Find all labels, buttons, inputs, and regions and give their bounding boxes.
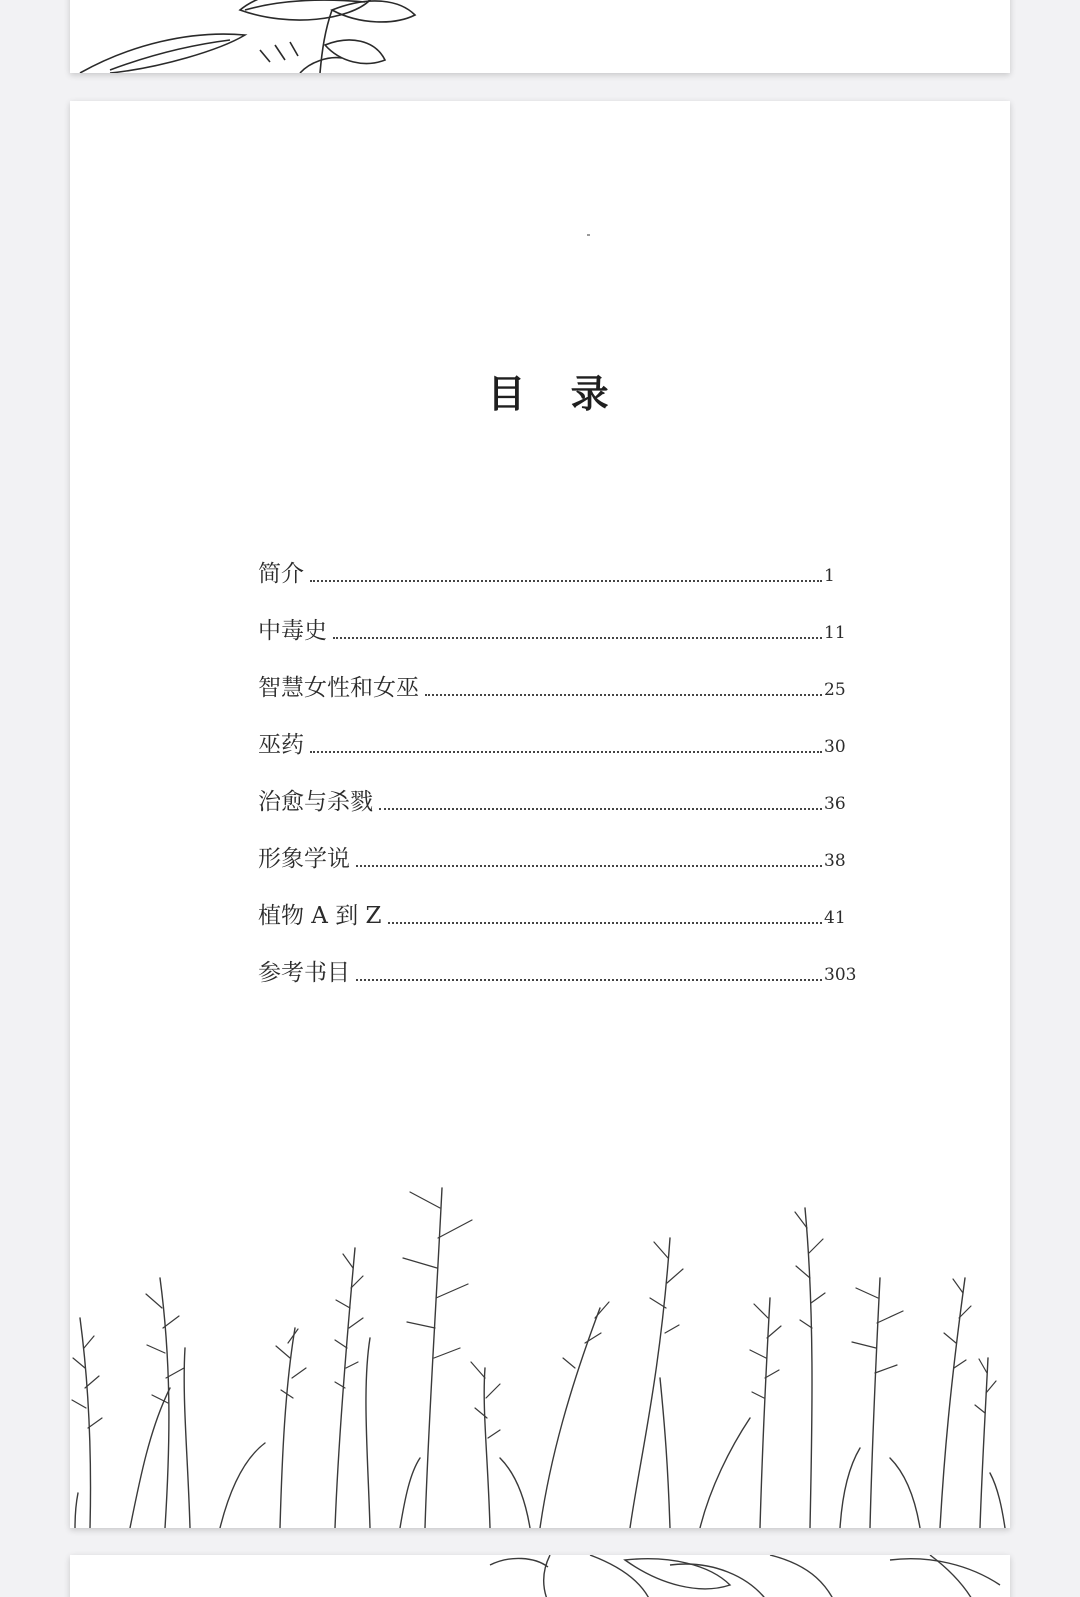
toc-entry[interactable] — [258, 588, 858, 645]
toc-leader-dots — [333, 636, 822, 639]
toc-entry-page: 36 — [824, 794, 846, 814]
toc-entry-page: 11 — [824, 623, 846, 643]
toc-entry[interactable] — [258, 759, 858, 816]
toc-entry[interactable] — [258, 645, 858, 702]
toc-entry-label: 参考书目 — [258, 960, 350, 986]
toc-entry-page: 25 — [824, 680, 846, 700]
toc-page[interactable] — [70, 101, 1010, 1528]
previous-page[interactable] — [70, 0, 1010, 73]
toc-entry-page: 303 — [824, 965, 857, 985]
toc-leader-dots — [356, 978, 822, 981]
toc-leader-dots — [356, 864, 822, 867]
toc-entry-label: 中毒史 — [258, 618, 327, 644]
toc-entry-page: 1 — [824, 566, 835, 586]
toc-entry[interactable] — [258, 531, 858, 588]
toc-leader-dots — [310, 750, 822, 753]
leaf-sketch-illustration — [70, 1555, 1010, 1597]
toc-entry-page: 30 — [824, 737, 846, 757]
toc-entry-label: 智慧女性和女巫 — [258, 675, 419, 701]
toc-entry-label: 治愈与杀戮 — [258, 789, 373, 815]
next-page[interactable] — [70, 1555, 1010, 1597]
toc-list — [258, 531, 858, 987]
toc-entry-label: 植物 A 到 Z — [258, 903, 382, 929]
toc-entry-page: 41 — [824, 908, 846, 928]
toc-leader-dots — [379, 807, 822, 810]
toc-entry-label: 简介 — [258, 561, 304, 587]
toc-entry-label: 巫药 — [258, 732, 304, 758]
toc-entry[interactable] — [258, 816, 858, 873]
toc-entry[interactable] — [258, 702, 858, 759]
toc-title: 目 录 — [487, 371, 625, 416]
toc-entry-label: 形象学说 — [258, 846, 350, 872]
print-speck — [587, 234, 590, 236]
toc-leader-dots — [388, 921, 822, 924]
leaf-sketch-illustration — [70, 0, 1010, 73]
toc-leader-dots — [425, 693, 822, 696]
toc-leader-dots — [310, 579, 822, 582]
toc-entry-page: 38 — [824, 851, 846, 871]
toc-entry[interactable] — [258, 930, 858, 987]
grass-sketch-illustration — [70, 1128, 1010, 1528]
toc-entry[interactable] — [258, 873, 858, 930]
